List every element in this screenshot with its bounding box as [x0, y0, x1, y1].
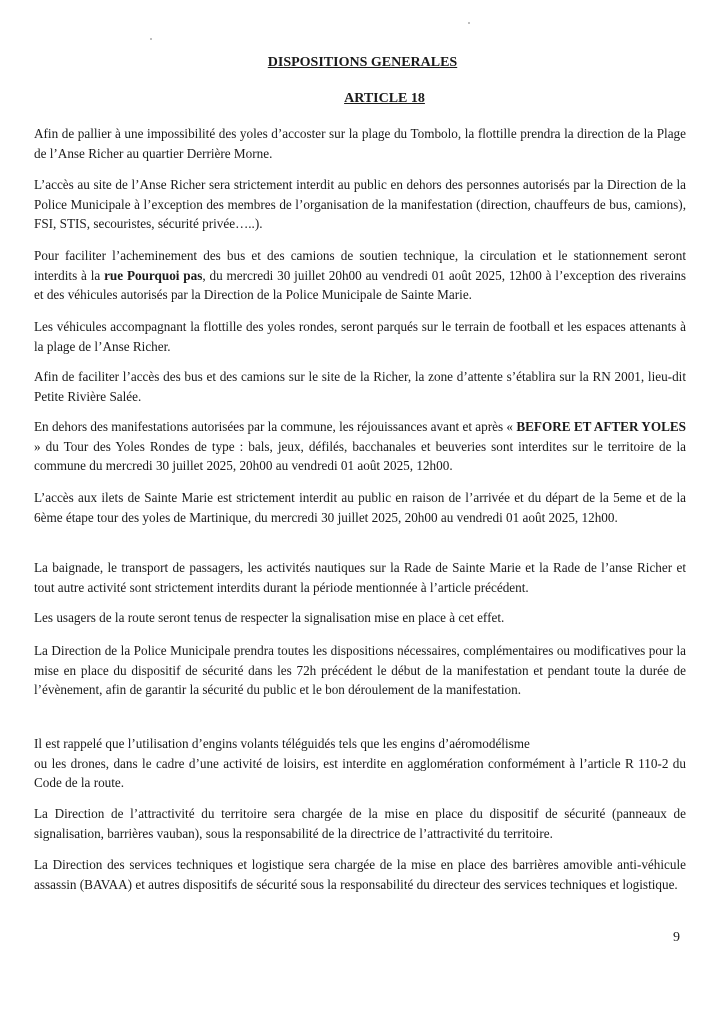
paragraph-swimming-ban: La baignade, le transport de passagers, les activités nautiques sur la Rade de Sainte Marie et la Rade de l’anse Richer et tout autre activité sont strictement interdits durant la période mentionnée à l’article précédent. — [34, 560, 686, 595]
paragraph-drones — [34, 734, 686, 793]
paragraph-technical-services: La Direction des services techniques et logistique sera chargée de la mise en place des barrières amovible anti-véhicule assassin (BAVAA) et autres dispositifs de sécurité sous la responsabilité du directeur des services techniques et logistique. — [34, 857, 686, 892]
paragraph-traffic-restriction — [34, 246, 686, 305]
paragraph-police-measures: La Direction de la Police Municipale prendra toutes les dispositions nécessaires, complémentaires ou modificatives pour la mise en place du dispositif de sécurité dans les 72h précédent le début de la manifestation et pendant toute la durée de l’évènement, afin de garantir la sécurité du public et le bon déroulement de la manifestation. — [34, 643, 686, 697]
traffic-text-end: , du mercredi 30 juillet 20h00 au vendredi 01 août 2025, 12h00 à l’exception des riverains et des véhicules autorisés par la Direction de la Police Municipale de Sainte Marie. — [34, 267, 686, 302]
section-title: DISPOSITIONS GENERALES — [267, 55, 458, 70]
article-title: ARTICLE 18 — [344, 91, 425, 106]
page-number: 9 — [673, 930, 680, 945]
traffic-text-start: Pour faciliter l’acheminement des bus et des camions de soutien technique, la circulation et le stationnement seront interdits à la — [34, 248, 686, 283]
festivities-text-start: En dehors des manifestations autorisées par la commune, les réjouissances avant et après « — [34, 419, 517, 434]
paragraph-waiting-zone: Afin de faciliter l’accès des bus et des camions sur le site de la Richer, la zone d’attente s’établira sur la RN 2001, lieu-dit Petite Rivière Salée. — [34, 369, 686, 404]
street-name: rue Pourquoi pas — [104, 267, 203, 283]
paragraph-road-signage: Les usagers de la route seront tenus de respecter la signalisation mise en place à cet effet. — [34, 610, 505, 625]
scan-speck — [150, 38, 152, 40]
drones-line-2: ou les drones, dans le cadre d’une activité de loisirs, est interdite en agglomération conformément à l’article R 110-2 du Code de la route. — [34, 755, 686, 790]
festivities-text-end: » du Tour des Yoles Rondes de type : bals, jeux, défilés, bacchanales et beuveries sont interdites sur le territoire de la commune du mercredi 30 juillet 2025, 20h00 au vendredi 01 août 2025, 12h00. — [34, 438, 686, 473]
paragraph-flotilla-direction: Afin de pallier à une impossibilité des yoles d’accoster sur la plage du Tombolo, la flottille prendra la direction de la Plage de l’Anse Richer au quartier Derrière Morne. — [34, 126, 686, 161]
paragraph-islets-access: L’accès aux ilets de Sainte Marie est strictement interdit au public en raison de l’arrivée et du départ de la 5eme et de la 6ème étape tour des yoles de Martinique, du mercredi 30 juillet 2025, 20h00 au vendredi 01 août 2025, 12h00. — [34, 490, 686, 525]
drones-line-1: Il est rappelé que l’utilisation d’engins volants téléguidés tels que les engins d’aéromodélisme — [34, 736, 530, 751]
paragraph-vehicle-parking: Les véhicules accompagnant la flottille des yoles rondes, seront parqués sur le terrain de football et les espaces attenants à la plage de l’Anse Richer. — [34, 319, 686, 354]
event-name: BEFORE ET AFTER YOLES — [516, 419, 687, 434]
paragraph-site-access: L’accès au site de l’Anse Richer sera strictement interdit au public en dehors des personnes autorisés par la Direction de la Police Municipale à l’exception des membres de l’organisation de la manifestation (direction, chauffeurs de bus, camions), FSI, STIS, secouristes, sécurité privée…..). — [34, 177, 686, 231]
scan-speck — [468, 22, 470, 24]
paragraph-festivities-ban — [34, 417, 686, 476]
paragraph-attractivity-direction: La Direction de l’attractivité du territoire sera chargée de la mise en place du dispositif de sécurité (panneaux de signalisation, barrières vauban), sous la responsabilité de la directrice de l’attractivité du territoire. — [34, 806, 686, 841]
